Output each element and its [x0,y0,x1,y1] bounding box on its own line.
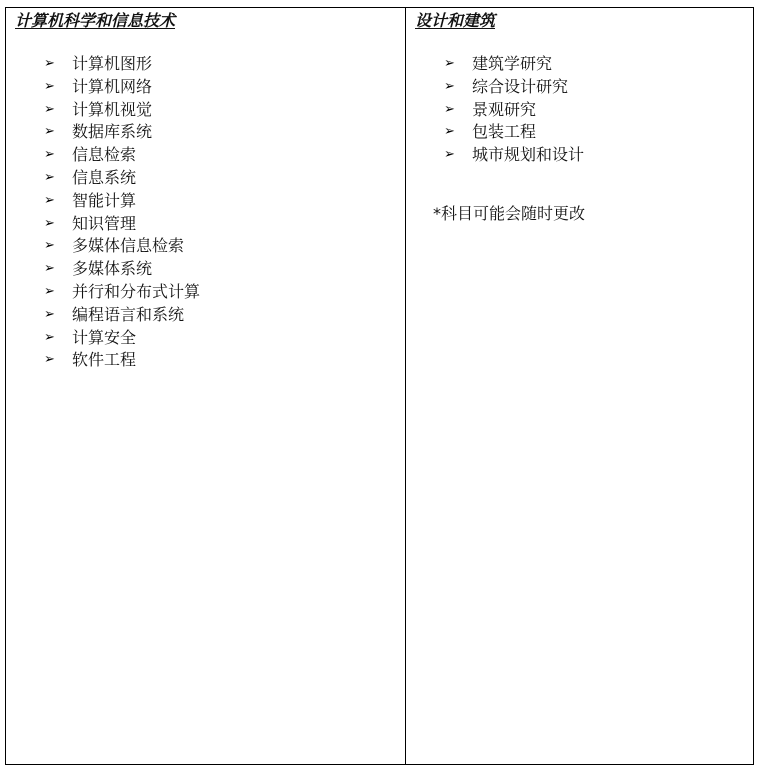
arrow-bullet-icon: ➢ [44,124,55,140]
list-item [444,99,584,122]
left-column [6,8,406,764]
list-item-label: 并行和分布式计算 [72,281,201,301]
list-item-label: 信息系统 [72,167,137,187]
list-item-label: 多媒体系统 [72,259,153,279]
right-column-heading: 设计和建筑 [415,11,496,30]
arrow-bullet-icon: ➢ [44,101,55,117]
list-item [44,349,200,372]
list-item-label: 景观研究 [472,99,537,119]
list-item-label: 计算机网络 [72,76,153,96]
subject-change-note: *科目可能会随时更改 [433,204,586,223]
list-item [44,99,200,122]
left-subject-list [44,53,200,372]
arrow-bullet-icon: ➢ [44,215,55,231]
arrow-bullet-icon: ➢ [444,101,455,117]
arrow-bullet-icon: ➢ [44,56,55,71]
list-item [444,121,584,144]
list-item [44,235,200,258]
list-item [44,144,200,167]
arrow-bullet-icon: ➢ [44,329,55,345]
list-item-label: 知识管理 [72,213,137,233]
list-item [444,144,584,167]
list-item [44,304,200,327]
right-subject-list [444,53,584,167]
arrow-bullet-icon: ➢ [44,283,55,299]
list-item-label: 综合设计研究 [472,76,569,96]
list-item [44,53,200,76]
right-column [406,8,753,764]
arrow-bullet-icon: ➢ [444,56,455,71]
list-item [444,53,584,76]
list-item-label: 建筑学研究 [472,54,553,73]
list-item-label: 计算机视觉 [72,99,153,119]
list-item-label: 包装工程 [472,122,537,142]
list-item-label: 信息检索 [72,145,137,165]
arrow-bullet-icon: ➢ [444,124,455,140]
arrow-bullet-icon: ➢ [44,147,55,163]
list-item [44,76,200,99]
list-item [44,213,200,236]
arrow-bullet-icon: ➢ [44,192,55,208]
arrow-bullet-icon: ➢ [44,261,55,277]
list-item [444,76,584,99]
list-item-label: 计算安全 [72,327,137,347]
list-item [44,327,200,350]
list-item [44,167,200,190]
list-item-label: 编程语言和系统 [72,304,185,324]
arrow-bullet-icon: ➢ [44,352,55,368]
list-item [44,190,200,213]
list-item [44,281,200,304]
arrow-bullet-icon: ➢ [44,306,55,322]
list-item-label: 计算机图形 [72,54,153,73]
list-item-label: 智能计算 [72,190,137,210]
arrow-bullet-icon: ➢ [44,169,55,185]
arrow-bullet-icon: ➢ [444,78,455,94]
list-item-label: 多媒体信息检索 [72,236,185,256]
list-item [44,121,200,144]
list-item-label: 城市规划和设计 [472,145,585,165]
arrow-bullet-icon: ➢ [444,147,455,163]
left-column-heading: 计算机科学和信息技术 [15,11,176,30]
subjects-table [5,7,754,765]
list-item-label: 软件工程 [72,350,137,370]
arrow-bullet-icon: ➢ [44,78,55,94]
arrow-bullet-icon: ➢ [44,238,55,254]
list-item-label: 数据库系统 [72,122,153,142]
list-item [44,258,200,281]
